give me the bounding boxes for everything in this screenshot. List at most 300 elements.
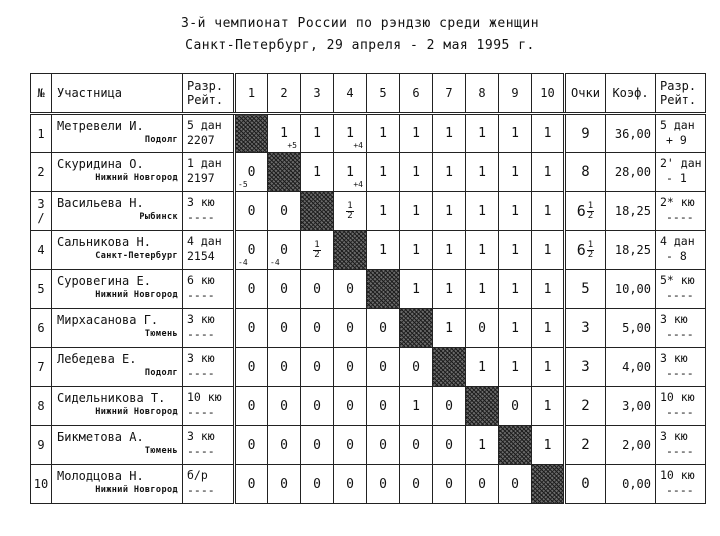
result-value: 0 <box>313 359 321 375</box>
rank: 6 кю <box>187 273 215 287</box>
participant-city: Нижний Новгород <box>95 407 178 417</box>
rating: ---- <box>187 288 215 302</box>
participant-city: Санкт-Петербург <box>95 251 178 261</box>
col-header-new-rating-line1: Разр. <box>660 79 697 93</box>
points-cell <box>565 387 606 426</box>
rank: 10 кю <box>187 390 222 404</box>
result-value: 1 <box>412 398 420 414</box>
result-cell <box>301 348 334 387</box>
participant-cell <box>52 231 183 270</box>
result-cell <box>532 348 565 387</box>
result-cell <box>268 270 301 309</box>
result-value: 0 <box>280 242 288 258</box>
result-value: 1 <box>412 126 420 141</box>
row-number: 5 <box>31 270 52 309</box>
col-header-rating-line1: Разр. <box>187 79 224 93</box>
shared-place-slash: / <box>37 211 45 225</box>
result-value: 1 <box>412 242 420 258</box>
result-value: 0 <box>445 398 453 414</box>
result-value: 0 <box>280 320 288 336</box>
result-cell <box>268 114 301 153</box>
table-row <box>31 192 706 231</box>
participant-name: Сидельникова Т. <box>57 391 166 405</box>
new-rank-rating-cell <box>656 387 706 426</box>
result-cell <box>301 231 334 270</box>
result-cell <box>235 153 268 192</box>
result-cell <box>433 231 466 270</box>
result-cell <box>268 309 301 348</box>
result-cell <box>466 309 499 348</box>
new-rating: ---- <box>666 366 694 380</box>
row-number: 4 <box>31 231 52 270</box>
result-cell <box>367 426 400 465</box>
col-header-rating <box>183 74 235 114</box>
new-rating: ---- <box>666 327 694 341</box>
result-cell <box>301 114 334 153</box>
coef-cell: 18,25 <box>606 231 656 270</box>
result-cell <box>532 153 565 192</box>
result-value: 1 <box>478 203 486 219</box>
points-value: 8 <box>581 164 590 180</box>
col-header-round: 3 <box>301 74 334 114</box>
coef-cell: 36,00 <box>606 114 656 153</box>
col-header-round: 10 <box>532 74 565 114</box>
result-value: 1 <box>478 164 486 180</box>
new-rating: ---- <box>666 288 694 302</box>
result-value: 0 <box>247 203 256 219</box>
result-value: 0 <box>412 437 420 453</box>
col-header-round: 8 <box>466 74 499 114</box>
participant-cell <box>52 465 183 504</box>
table-row <box>31 153 706 192</box>
result-value: 1 <box>445 320 453 336</box>
self-cell-hatched <box>235 114 268 153</box>
result-value: 1 <box>478 126 486 141</box>
result-value: 1 <box>478 281 486 297</box>
points-value: 2 <box>581 398 590 414</box>
result-cell <box>499 465 532 504</box>
col-header-coef: Коэф. <box>606 74 656 114</box>
new-rating: ---- <box>666 405 694 419</box>
result-cell <box>268 426 301 465</box>
result-cell <box>499 270 532 309</box>
result-cell <box>334 426 367 465</box>
result-value: 0 <box>313 281 321 297</box>
result-cell <box>433 426 466 465</box>
result-value: 1 <box>445 164 453 180</box>
row-number: 1 <box>31 114 52 153</box>
result-value: 1 <box>478 359 486 375</box>
result-cell <box>466 153 499 192</box>
result-value: 1 <box>412 281 420 297</box>
result-cell <box>400 426 433 465</box>
rank: 3 кю <box>187 312 215 326</box>
result-cell <box>334 348 367 387</box>
coef-cell: 5,00 <box>606 309 656 348</box>
result-value: 1 <box>313 126 321 141</box>
result-value: 0 <box>346 476 354 492</box>
new-rating: ---- <box>666 210 694 224</box>
participant-name: Лебедева Е. <box>57 352 137 366</box>
new-rank: 10 кю <box>660 390 695 404</box>
result-value: 0 <box>478 320 486 336</box>
points-value: 0 <box>581 476 590 492</box>
result-value: 1 <box>346 164 354 180</box>
result-value: 1 <box>511 242 519 258</box>
col-header-rating-line2: Рейт. <box>187 93 224 107</box>
points-cell <box>565 153 606 192</box>
participant-city: Тюмень <box>144 329 178 339</box>
result-cell <box>334 309 367 348</box>
result-value: 0 <box>379 437 387 453</box>
points-mixed <box>577 202 594 221</box>
rank-rating-cell <box>183 270 235 309</box>
col-header-new-rating <box>656 74 706 114</box>
result-cell <box>400 387 433 426</box>
result-cell <box>367 114 400 153</box>
rank: 3 кю <box>187 195 215 209</box>
result-value: 1 <box>543 437 552 453</box>
page-subtitle: Санкт-Петербург, 29 апреля - 2 мая 1995 г. <box>185 38 535 53</box>
tournament-table <box>30 73 706 504</box>
participant-cell <box>52 387 183 426</box>
table-row <box>31 114 706 153</box>
result-value: 0 <box>247 164 256 180</box>
participant-city: Нижний Новгород <box>95 290 178 300</box>
result-cell <box>367 153 400 192</box>
participant-cell <box>52 309 183 348</box>
result-value: 0 <box>280 281 288 297</box>
table-header-row <box>31 74 706 114</box>
result-cell <box>433 114 466 153</box>
result-cell <box>268 387 301 426</box>
rating-change-note: +4 <box>353 141 363 150</box>
result-cell <box>301 270 334 309</box>
result-value: 1 <box>445 203 453 219</box>
result-cell <box>499 387 532 426</box>
new-rank: 2' дан <box>660 156 702 170</box>
result-cell <box>235 231 268 270</box>
new-rank-rating-cell <box>656 465 706 504</box>
rank: б/р <box>187 468 208 482</box>
rating-change-note: -4 <box>270 258 280 267</box>
result-cell <box>268 231 301 270</box>
rank-rating-cell <box>183 387 235 426</box>
col-header-participant: Участница <box>52 74 183 114</box>
result-cell <box>466 348 499 387</box>
result-cell <box>301 387 334 426</box>
new-rank: 3 кю <box>660 312 688 326</box>
col-header-round: 2 <box>268 74 301 114</box>
rank-rating-cell <box>183 348 235 387</box>
col-header-round: 6 <box>400 74 433 114</box>
new-rank: 10 кю <box>660 468 695 482</box>
points-cell <box>565 309 606 348</box>
points-mixed <box>577 241 594 260</box>
new-rank-rating-cell <box>656 348 706 387</box>
row-number: 3 / <box>31 192 52 231</box>
result-value: 1 <box>478 437 486 453</box>
result-value: 1 <box>379 242 387 258</box>
rank: 1 дан <box>187 156 222 170</box>
result-value: 1 <box>478 242 486 258</box>
coef-cell: 2,00 <box>606 426 656 465</box>
result-value: 0 <box>247 242 256 258</box>
result-value: 1 <box>379 126 387 141</box>
result-value: 1 <box>543 126 552 141</box>
result-cell <box>268 192 301 231</box>
rank-rating-cell <box>183 309 235 348</box>
col-header-round: 5 <box>367 74 400 114</box>
result-value: 1 <box>445 281 453 297</box>
self-cell-hatched <box>499 426 532 465</box>
row-number: 9 <box>31 426 52 465</box>
result-cell <box>499 309 532 348</box>
rank-rating-cell <box>183 192 235 231</box>
result-value: 0 <box>379 476 387 492</box>
new-rank-rating-cell <box>656 270 706 309</box>
result-cell <box>466 231 499 270</box>
rating-change-note: +4 <box>353 180 363 189</box>
result-cell <box>235 426 268 465</box>
rating: 2154 <box>187 249 215 263</box>
new-rank: 3 кю <box>660 351 688 365</box>
self-cell-hatched <box>400 309 433 348</box>
result-value: 0 <box>247 398 256 414</box>
result-cell <box>499 231 532 270</box>
result-value: 1 <box>346 126 354 141</box>
participant-name: Мирхасанова Г. <box>57 313 159 327</box>
participant-name: Бикметова А. <box>57 430 144 444</box>
rank: 3 кю <box>187 351 215 365</box>
rating: ---- <box>187 210 215 224</box>
rating: ---- <box>187 405 215 419</box>
new-rank-rating-cell <box>656 153 706 192</box>
result-cell <box>334 153 367 192</box>
col-header-round: 9 <box>499 74 532 114</box>
result-value: 1 <box>511 359 519 375</box>
result-value: 0 <box>280 203 288 219</box>
coef-cell: 28,00 <box>606 153 656 192</box>
result-cell <box>499 114 532 153</box>
row-number: 2 <box>31 153 52 192</box>
result-cell <box>301 153 334 192</box>
result-cell <box>499 348 532 387</box>
result-value: 0 <box>511 476 519 492</box>
points-whole: 6 <box>576 241 586 259</box>
points-cell <box>565 270 606 309</box>
result-value: 0 <box>280 437 288 453</box>
result-value: 0 <box>412 359 420 375</box>
result-value: 1 <box>543 320 552 336</box>
self-cell-hatched <box>367 270 400 309</box>
new-rank: 4 дан <box>660 234 695 248</box>
rank-rating-cell <box>183 231 235 270</box>
result-cell <box>532 114 565 153</box>
result-value: 0 <box>379 398 387 414</box>
result-value: 0 <box>445 476 453 492</box>
result-cell <box>400 231 433 270</box>
points-value: 2 <box>581 437 590 453</box>
points-cell <box>565 426 606 465</box>
result-value: 0 <box>346 359 354 375</box>
result-cell <box>400 153 433 192</box>
result-cell <box>367 387 400 426</box>
result-value: 1 <box>543 359 552 375</box>
rating-change-note: +5 <box>287 141 297 150</box>
result-cell <box>466 465 499 504</box>
result-value: 1 <box>445 126 453 141</box>
table-body <box>31 114 706 504</box>
table-row <box>31 426 706 465</box>
result-value: 1 <box>511 126 519 141</box>
rating: ---- <box>187 366 215 380</box>
result-cell <box>268 465 301 504</box>
result-value-half: 1 2 <box>347 200 353 221</box>
result-cell <box>433 465 466 504</box>
table-row <box>31 309 706 348</box>
participant-name: Молодцова Н. <box>57 469 144 483</box>
rating: ---- <box>187 444 215 458</box>
col-header-points: Очки <box>565 74 606 114</box>
result-cell <box>499 153 532 192</box>
new-rank: 5 дан <box>660 118 695 132</box>
result-cell <box>400 348 433 387</box>
new-rating: ---- <box>666 444 694 458</box>
result-cell <box>433 387 466 426</box>
result-value: 1 <box>412 203 420 219</box>
result-value: 0 <box>379 359 387 375</box>
result-cell <box>433 270 466 309</box>
coef-cell: 18,25 <box>606 192 656 231</box>
result-value: 0 <box>511 398 519 414</box>
participant-name: Васильева Н. <box>57 196 144 210</box>
result-value: 0 <box>313 398 321 414</box>
coef-cell: 4,00 <box>606 348 656 387</box>
self-cell-hatched <box>532 465 565 504</box>
result-value: 0 <box>478 476 486 492</box>
result-value: 0 <box>280 398 288 414</box>
rank: 3 кю <box>187 429 215 443</box>
self-cell-hatched <box>433 348 466 387</box>
participant-city: Подолг <box>144 135 178 145</box>
points-cell <box>565 231 606 270</box>
table-row <box>31 231 706 270</box>
result-cell <box>334 192 367 231</box>
col-header-new-rating-line2: Рейт. <box>660 93 697 107</box>
coef-cell: 10,00 <box>606 270 656 309</box>
result-cell <box>433 153 466 192</box>
result-cell <box>433 309 466 348</box>
new-rank-rating-cell <box>656 309 706 348</box>
result-cell <box>367 192 400 231</box>
rank-rating-cell <box>183 426 235 465</box>
result-cell <box>235 348 268 387</box>
result-value: 0 <box>313 476 321 492</box>
participant-name: Скуридина О. <box>57 157 144 171</box>
result-value: 0 <box>313 320 321 336</box>
result-cell <box>466 270 499 309</box>
table-row <box>31 348 706 387</box>
result-value: 0 <box>445 437 453 453</box>
result-cell <box>433 192 466 231</box>
result-cell <box>499 192 532 231</box>
result-value: 0 <box>247 437 256 453</box>
result-value: 1 <box>543 242 552 258</box>
result-value: 1 <box>511 203 519 219</box>
result-value: 0 <box>247 281 256 297</box>
points-fraction: 1 2 <box>587 200 594 221</box>
coef-cell: 0,00 <box>606 465 656 504</box>
result-value: 0 <box>280 359 288 375</box>
points-cell <box>565 114 606 153</box>
new-rank: 3 кю <box>660 429 688 443</box>
result-cell <box>532 231 565 270</box>
self-cell-hatched <box>268 153 301 192</box>
result-cell <box>532 426 565 465</box>
self-cell-hatched <box>334 231 367 270</box>
new-rating: + 9 <box>666 133 687 147</box>
points-value: 3 <box>581 359 590 375</box>
rating-change-note: -4 <box>238 258 248 267</box>
new-rating: - 8 <box>666 249 687 263</box>
result-value: 1 <box>543 203 552 219</box>
result-cell <box>235 465 268 504</box>
rating: 2207 <box>187 133 215 147</box>
result-value: 0 <box>247 476 256 492</box>
result-value: 0 <box>346 320 354 336</box>
result-cell <box>400 270 433 309</box>
result-value: 1 <box>412 164 420 180</box>
result-cell <box>235 192 268 231</box>
participant-cell <box>52 114 183 153</box>
points-fraction: 1 2 <box>587 239 594 260</box>
rating: ---- <box>187 483 215 497</box>
result-cell <box>532 192 565 231</box>
result-cell <box>235 270 268 309</box>
result-value: 1 <box>379 203 387 219</box>
self-cell-hatched <box>466 387 499 426</box>
row-number: 10 <box>31 465 52 504</box>
new-rating: - 1 <box>666 171 687 185</box>
coef-cell: 3,00 <box>606 387 656 426</box>
result-value: 0 <box>346 398 354 414</box>
col-header-round: 1 <box>235 74 268 114</box>
result-cell <box>301 309 334 348</box>
result-cell <box>367 465 400 504</box>
table-row <box>31 465 706 504</box>
rank-rating-cell <box>183 114 235 153</box>
result-cell <box>532 270 565 309</box>
result-cell <box>466 192 499 231</box>
rating: ---- <box>187 327 215 341</box>
result-cell <box>466 114 499 153</box>
participant-name: Метревели И. <box>57 119 144 133</box>
points-whole: 6 <box>576 202 586 220</box>
participant-cell <box>52 348 183 387</box>
result-value-half: 1 2 <box>314 239 320 260</box>
result-value: 1 <box>511 164 519 180</box>
col-header-num: № <box>31 74 52 114</box>
page-title: 3-й чемпионат России по рэндзю среди женщин <box>180 16 540 31</box>
participant-city: Тюмень <box>144 446 178 456</box>
new-rank-rating-cell <box>656 231 706 270</box>
result-cell <box>301 465 334 504</box>
result-value: 1 <box>445 242 453 258</box>
participant-cell <box>52 270 183 309</box>
new-rating: ---- <box>666 483 694 497</box>
result-cell <box>367 348 400 387</box>
